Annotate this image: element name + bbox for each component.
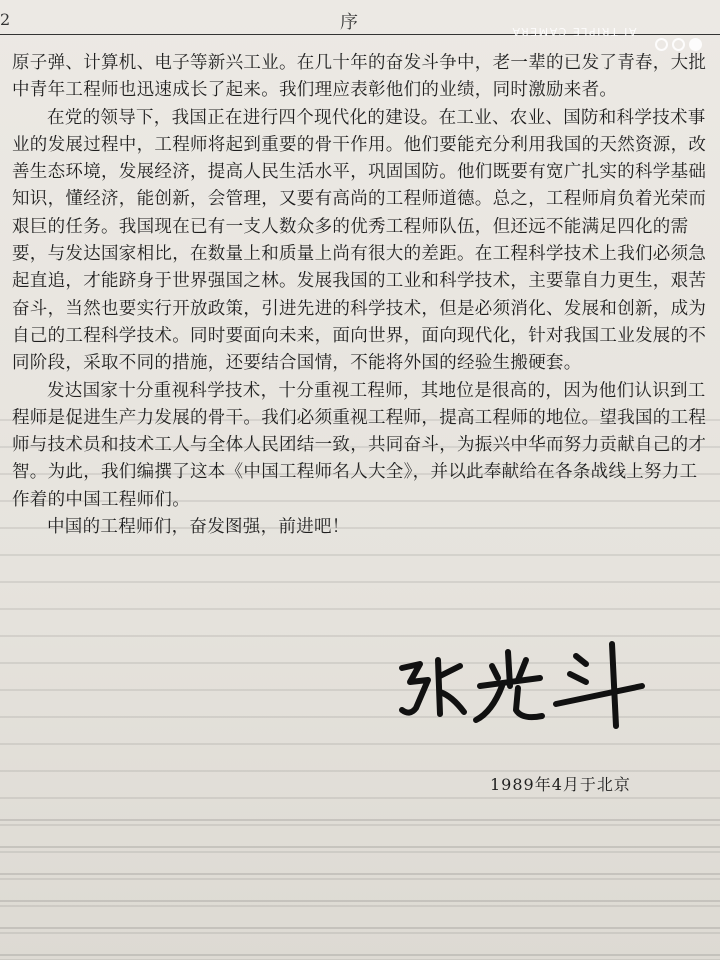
paragraph: 在党的领导下，我国正在进行四个现代化的建设。在工业、农业、国防和科学技术事业的发展过程中，工程师将起到重要的骨干作用。他们要能充分利用我国的天然资源，改善生态环境，发展经济，提高人民生活水平，巩固国防。他们既要有宽广扎实的科学基础知识，懂经济，能创新，会管理，又要有高尚的工程师道德。总之，工程师肩负着光荣而艰巨的任务。我国现在已有一支人数众多的优秀工程师队伍，但还远不能满足四化的需要，与发达国家相比，在数量上和质量上尚有很大的差距。在工程科学技术上我们必须急起直追，才能跻身于世界强国之林。发展我国的工业和科学技术，主要靠自力更生，艰苦奋斗，当然也要实行开放政策，引进先进的科学技术，但是必须消化、发展和创新，成为自己的工程科学技术。同时要面向未来，面向世界，面向现代化，针对我国工业发展的不同阶段，采取不同的措施，还要结合国情，不能将外国的经验生搬硬套。 <box>12 107 707 374</box>
handwritten-signature <box>380 630 660 730</box>
paragraph-continued: 原子弹、计算机、电子等新兴工业。在几十年的奋发斗争中，老一辈的已发了青春，大批中青年工程师也迅速成长了起来。我们理应表彰他们的业绩，同时激励来者。 <box>12 53 707 101</box>
show-through-text-lower <box>0 800 720 960</box>
camera-watermark-text: AI TRIPLE CAMERA <box>510 25 636 38</box>
closing-line: 中国的工程师们，奋发图强，前进吧！ <box>47 517 350 538</box>
running-head: 序 <box>340 12 358 33</box>
camera-watermark <box>511 20 682 39</box>
date-place-line: 1989年4月于北京 <box>490 775 631 794</box>
signature-image <box>380 630 660 730</box>
paragraph: 发达国家十分重视科学技术，十分重视工程师，其地位是很高的，因为他们认识到工程师是促进生产力发展的骨干。我们必须重视工程师，提高工程师的地位。望我国的工程师与技术员和技术工人与全体人民团结一致，共同奋斗，为振兴中华而努力贡献自己的才智。为此，我们编撰了这本《中国工程师名人大全》，并以此奉献给在各条战线上努力工作着的中国工程师们。 <box>12 380 707 510</box>
page-number: 2 <box>0 10 11 29</box>
preface-body <box>12 50 712 541</box>
